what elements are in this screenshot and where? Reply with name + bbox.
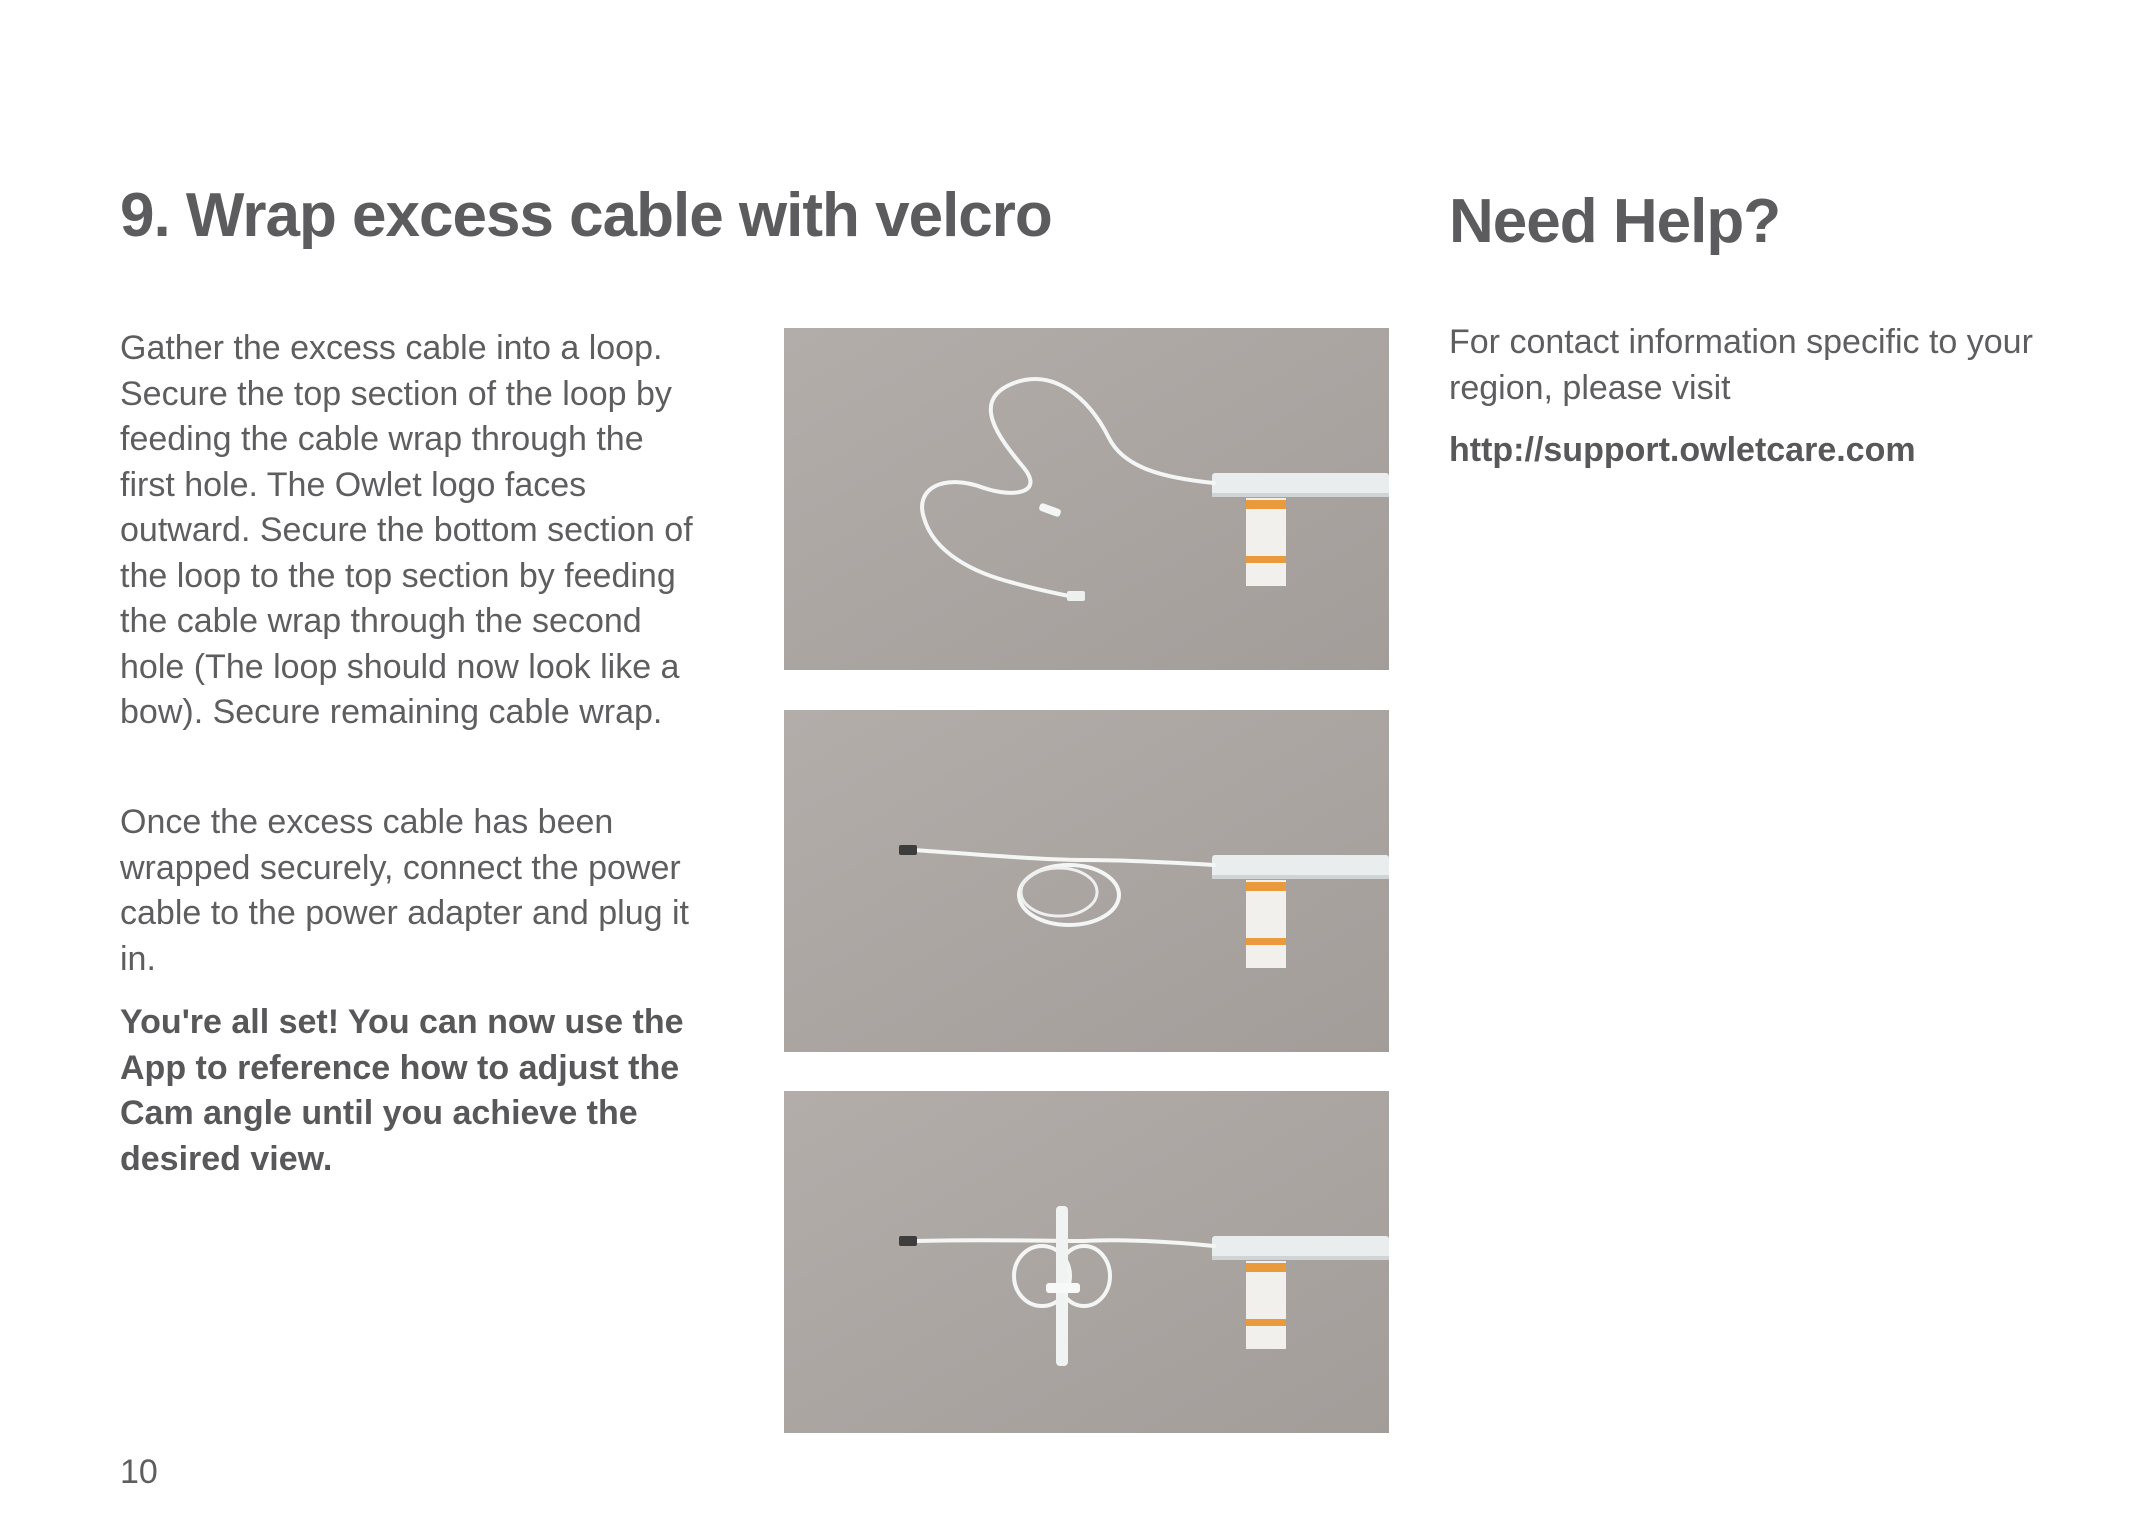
photo-cable-loose bbox=[784, 328, 1389, 670]
photo-cable-wrapped bbox=[784, 1091, 1389, 1433]
help-title: Need Help? bbox=[1449, 187, 1781, 256]
instruction-paragraph-1: Gather the excess cable into a loop. Secure the top section of the loop by feeding the cable wrap through the first hole. The Owlet logo faces outward. Secure the bottom section of the loop to the top section by feeding the cable wrap through the second hole (The loop should now look like a bow). Secure remaining cable wrap. bbox=[120, 329, 693, 731]
step-title: 9. Wrap excess cable with velcro bbox=[120, 181, 1052, 250]
help-text: For contact information specific to your region, please visit bbox=[1449, 323, 2033, 407]
instruction-paragraph-2: Once the excess cable has been wrapped securely, connect the power cable to the power adapter and plug it in. bbox=[120, 803, 689, 978]
support-link[interactable]: http://support.owletcare.com bbox=[1449, 431, 1916, 469]
page-number: 10 bbox=[120, 1453, 158, 1491]
conclusion-paragraph: You're all set! You can now use the App to reference how to adjust the Cam angle until you achieve the desired view. bbox=[120, 1003, 684, 1178]
photo-cable-looped bbox=[784, 710, 1389, 1052]
